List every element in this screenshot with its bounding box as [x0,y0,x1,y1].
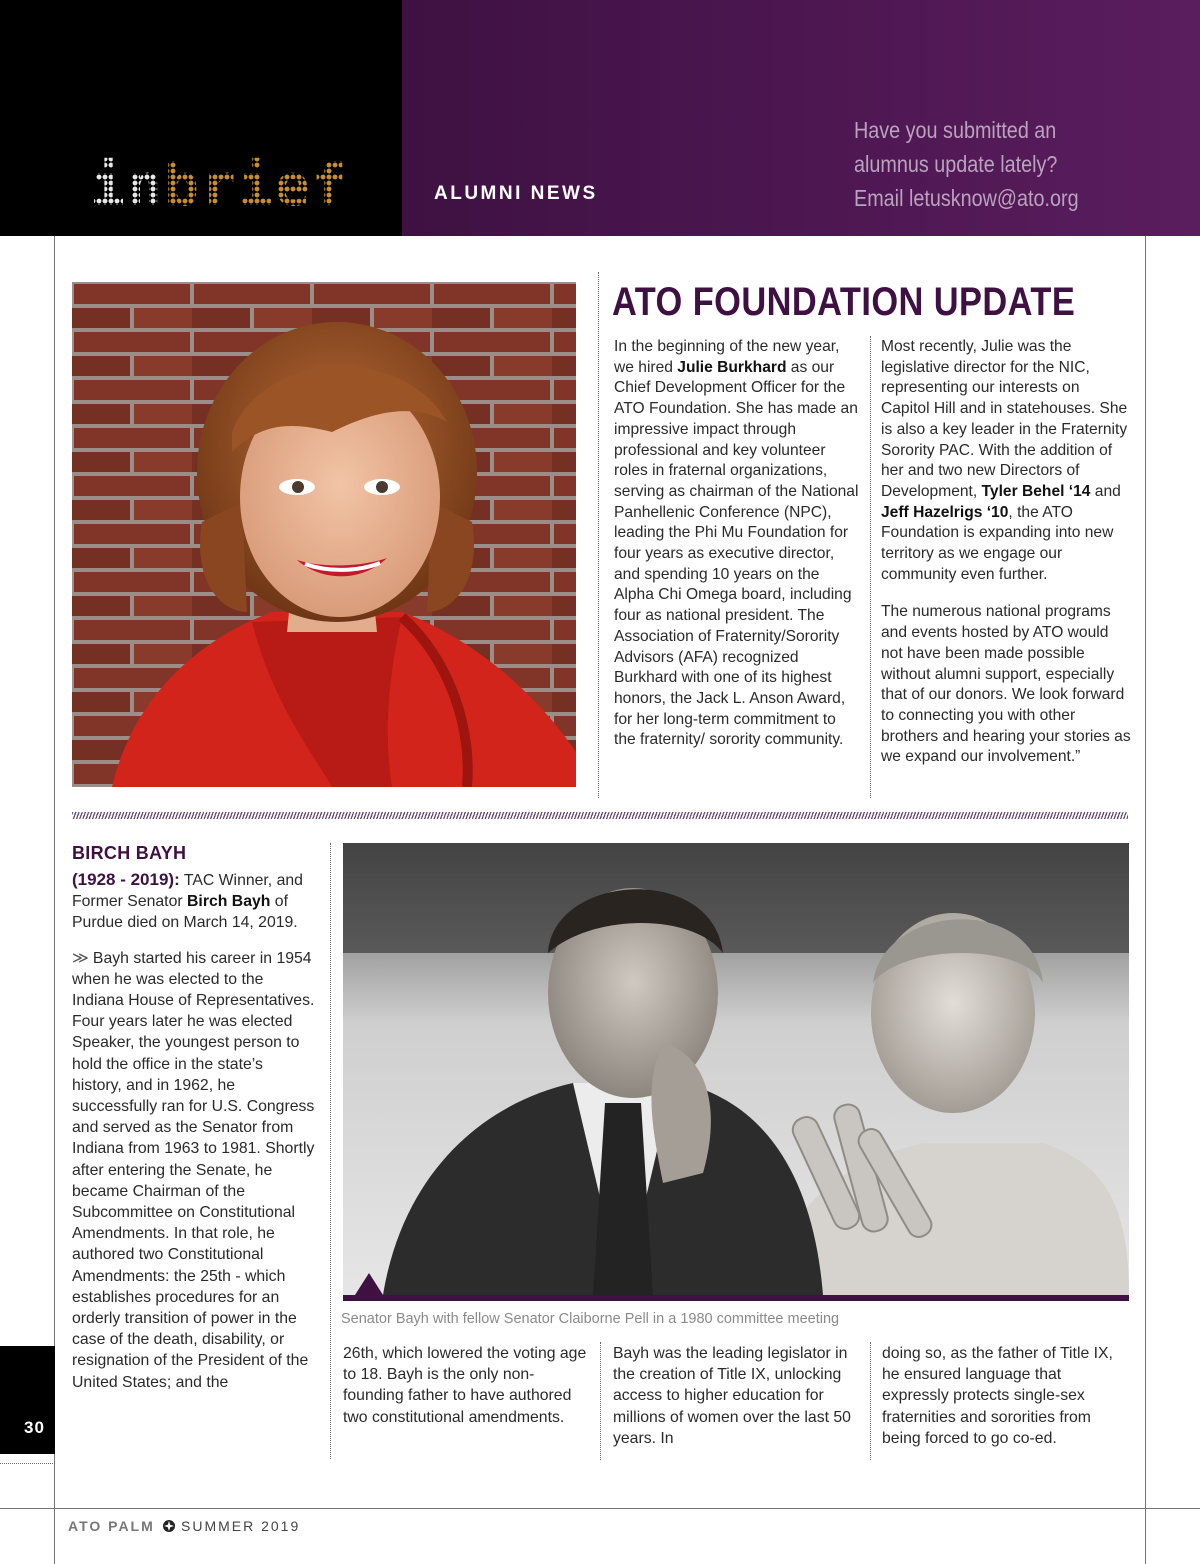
left-frame-line [54,236,55,1346]
obituary-years: (1928 - 2019): [72,870,180,889]
page-tab-dotted-rule [0,1463,55,1464]
callout-line-1: Have you submitted an [854,117,1057,143]
column-divider [598,272,599,798]
photo-caption: Senator Bayh with fellow Senator Claiborne Pell in a 1980 committee meeting [341,1311,840,1327]
foundation-column-2 [881,337,1131,785]
text-run: and [1090,482,1121,500]
column-divider [330,843,331,1459]
issue-label: SUMMER 2019 [181,1518,301,1534]
page-number: 30 [24,1418,45,1437]
obituary-column-2: 26th, which lowered the voting age to 18. Bayh is the only non-founding father to have authored two constitutional amendments. [343,1345,587,1426]
article-title: ATO FOUNDATION UPDATE [612,280,1076,324]
footer-rule [0,1508,1200,1509]
obituary-intro [72,869,316,934]
foundation-column-1 [614,337,860,768]
obituary-body [72,948,316,1393]
logo-brief-text: brief [164,151,349,219]
right-frame-line [1145,236,1146,1564]
text-run: Most recently, Julie was the legislative director for the NIC, representing our interests on Capitol Hill and in statehouses. She is also a key leader in the Fraternity Sorority PAC. With the addition of her and two new Directors of Development, [881,338,1128,500]
photo-bottom-bar [343,1295,1129,1301]
name-jeff-hazelrigs: Jeff Hazelrigs ‘10 [881,503,1009,521]
text-run: , the ATO Foundation is expanding into new territory as we engage our community even further. [881,503,1114,583]
obituary-name: BIRCH BAYH [72,843,187,863]
footer-bullet-icon [162,1519,176,1538]
foundation-paragraph: The numerous national programs and events hosted by ATO would not have been made possible without alumni support, especially that of our donors. We look forward to connecting you with other brothers and hearing your stories as we expand our involvement.” [881,603,1131,766]
text-run: Bayh started his career in 1954 when he was elected to the Indiana House of Representatives. Four years later he was elected Speaker, the youngest person to hold the office in the state’s history, and in 1962, he successfully ran for U.S. Congress and served as the Senator from Indiana from 1963 to 1981. Shortly after entering the Senate, he became Chairman of the Subcommittee on Constitutional Amendments. In that role, he authored two Constitutional Amendments: the 25th - which establishes procedures for an orderly transition of power in the case of the death, disability, or resignation of the President of the United States; and the [72,949,315,1391]
name-birch-bayh: Birch Bayh [187,893,271,911]
callout-line-2: alumnus update lately? [854,151,1058,177]
column-divider [600,1342,601,1460]
column-divider [870,1342,871,1460]
text-run: as our Chief Development Officer for the ATO Foundation. She has made an impressive impact through professional and key volunteer roles in fraternal organizations, serving as chairman of the National Panhellenic Conference (NPC), leading the Phi Mu Foundation for four years as executive director, and spending 10 years on the Alpha Chi Omega board, including four as national president. The Association of Fraternity/Sorority Advisors (AFA) recognized Burkhard with one of its highest honors, the Jack L. Anson Award, for her long-term commitment to the fraternity/ sorority community. [614,358,859,749]
text-run: In the beginning of the new year, we hired [614,338,840,376]
chevron-bullet-icon: ≫ [72,949,89,967]
senators-committee-photo [343,843,1129,1295]
publication-name: ATO PALM [68,1518,155,1534]
obituary-column-3: Bayh was the leading legislator in the creation of Title IX, unlocking access to higher education for millions of women over the last 50 years. In [613,1345,851,1447]
left-frame-line-lower [54,1454,55,1564]
section-divider [72,812,1128,819]
foundation-paragraph [614,337,860,751]
column-divider [870,336,871,798]
name-tyler-behel: Tyler Behel ‘14 [981,482,1091,500]
obituary-column-1 [72,869,316,1410]
logo-in-text: in [90,151,164,219]
callout-email-line[interactable]: Email letusknow@ato.org [854,185,1079,211]
foundation-paragraph [881,337,1131,585]
obituary-column-4: doing so, as the father of Title IX, he ensured language that expressly protects single-sex fraternities and sororities from being forced to go co-ed. [882,1345,1113,1447]
text-run: TAC Winner, and Former Senator [72,872,303,911]
section-label: ALUMNI NEWS [434,183,598,204]
submit-update-callout [854,113,1129,215]
julie-burkhard-photo [72,282,576,787]
text-run: of Purdue died on March 14, 2019. [72,893,298,932]
name-julie-burkhard: Julie Burkhard [677,358,787,376]
